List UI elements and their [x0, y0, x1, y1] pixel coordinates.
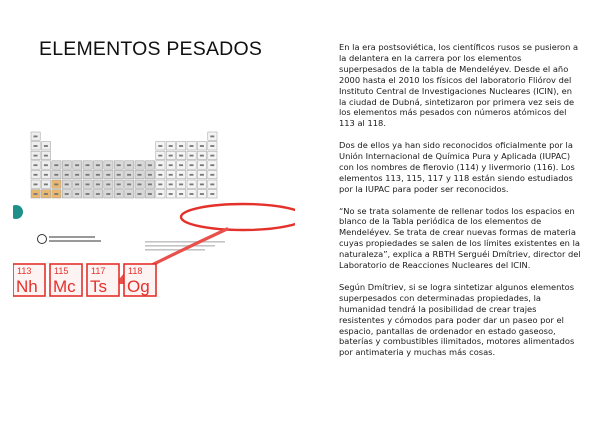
cell-symbol-mark: [190, 145, 194, 147]
element-symbol-og: Og: [127, 277, 150, 296]
cell-symbol-mark: [179, 164, 183, 166]
cell-symbol-mark: [75, 164, 79, 166]
cell-symbol-mark: [106, 193, 110, 195]
cell-symbol-mark: [106, 174, 110, 176]
cell-symbol-mark: [138, 174, 142, 176]
cell-symbol-mark: [158, 184, 162, 186]
cell-symbol-mark: [210, 155, 214, 157]
paragraph-4: Según Dmítriev, si se logra sintetizar algunos elementos superpesados con determinadas propiedades, la humanidad tendrá la posibilidad de crear trajes resistentes y cómodos para poder dar un paseo por el espacio, pantallas de ordenador en estado gaseoso, baterías y combustibles ilimitados, motores alimentados por antimateria y muchas más cosas.: [339, 281, 575, 358]
cell-symbol-mark: [34, 136, 38, 138]
element-number-nh: 113: [17, 266, 32, 276]
cell-symbol-mark: [44, 145, 48, 147]
cell-symbol-mark: [158, 164, 162, 166]
cell-symbol-mark: [96, 164, 100, 166]
cell-symbol-mark: [148, 193, 152, 195]
article-body: [339, 42, 581, 369]
cell-symbol-mark: [200, 193, 204, 195]
cell-symbol-mark: [34, 193, 38, 195]
cell-symbol-mark: [158, 174, 162, 176]
cell-symbol-mark: [54, 184, 58, 186]
cell-symbol-mark: [44, 193, 48, 195]
cell-symbol-mark: [75, 184, 79, 186]
cell-symbol-mark: [158, 145, 162, 147]
cell-symbol-mark: [138, 184, 142, 186]
cell-symbol-mark: [190, 164, 194, 166]
cell-symbol-mark: [86, 193, 90, 195]
cell-symbol-mark: [96, 184, 100, 186]
cell-symbol-mark: [127, 193, 131, 195]
cell-symbol-mark: [138, 193, 142, 195]
cell-symbol-mark: [179, 174, 183, 176]
teal-side-marker: [13, 205, 23, 219]
cell-symbol-mark: [200, 164, 204, 166]
element-number-og: 118: [128, 266, 143, 276]
cell-symbol-mark: [44, 164, 48, 166]
cell-symbol-mark: [169, 174, 173, 176]
cell-symbol-mark: [200, 184, 204, 186]
element-number-ts: 117: [91, 266, 106, 276]
cell-symbol-mark: [200, 155, 204, 157]
cell-symbol-mark: [210, 136, 214, 138]
cell-symbol-mark: [169, 155, 173, 157]
cell-symbol-mark: [158, 155, 162, 157]
cell-symbol-mark: [179, 193, 183, 195]
cell-symbol-mark: [158, 193, 162, 195]
periodic-table-figure: [13, 124, 295, 304]
cell-symbol-mark: [190, 184, 194, 186]
periodic-table-grid: [31, 132, 217, 198]
cell-symbol-mark: [210, 184, 214, 186]
cell-symbol-mark: [65, 164, 69, 166]
cell-symbol-mark: [179, 145, 183, 147]
cell-symbol-mark: [190, 155, 194, 157]
cell-symbol-mark: [210, 174, 214, 176]
cell-symbol-mark: [34, 145, 38, 147]
cell-symbol-mark: [34, 155, 38, 157]
cell-symbol-mark: [169, 193, 173, 195]
cell-symbol-mark: [54, 164, 58, 166]
cell-symbol-mark: [86, 174, 90, 176]
cell-symbol-mark: [96, 174, 100, 176]
cell-symbol-mark: [34, 184, 38, 186]
cell-symbol-mark: [44, 184, 48, 186]
paragraph-1: En la era postsoviética, los científicos rusos se pusieron a la delantera en la carrera por los elementos superpesados de la tabla de Mendeléyev. Desde el año 2000 hasta el 2010 los físicos del laboratorio Fliórov del Instituto Central de Investigaciones Nucleares (ICIN), en la ciudad de Dubná, sintetizaron por primera vez seis de los elementos más pesados con números atómicos del 113 al 118.: [339, 42, 579, 129]
cell-symbol-mark: [190, 174, 194, 176]
cell-symbol-mark: [86, 184, 90, 186]
periodic-table-illustration: [13, 124, 295, 304]
cell-symbol-mark: [127, 164, 131, 166]
cell-symbol-mark: [169, 164, 173, 166]
iupac-logo: [38, 235, 102, 244]
element-symbol-mc: Mc: [53, 277, 76, 296]
cell-symbol-mark: [179, 184, 183, 186]
cell-symbol-mark: [117, 184, 121, 186]
cell-symbol-mark: [117, 164, 121, 166]
cell-symbol-mark: [117, 193, 121, 195]
paragraph-2: Dos de ellos ya han sido reconocidos oficialmente por la Unión Internacional de Química Pura y Aplicada (IUPAC) con los nombres de flerovio (114) y livermorio (116). Los elementos 113, 115, 117 y 118 están siendo estudiados por la IUPAC para poder ser reconocidos.: [339, 140, 575, 194]
cell-symbol-mark: [65, 184, 69, 186]
cell-symbol-mark: [106, 184, 110, 186]
cell-symbol-mark: [210, 145, 214, 147]
cell-symbol-mark: [75, 193, 79, 195]
element-number-mc: 115: [54, 266, 69, 276]
cell-symbol-mark: [86, 164, 90, 166]
element-symbol-ts: Ts: [90, 277, 107, 296]
cell-symbol-mark: [148, 164, 152, 166]
element-symbol-nh: Nh: [16, 277, 38, 296]
cell-symbol-mark: [127, 174, 131, 176]
cell-symbol-mark: [210, 193, 214, 195]
new-element-tiles: [13, 264, 156, 296]
cell-symbol-mark: [200, 174, 204, 176]
cell-symbol-mark: [169, 145, 173, 147]
paragraph-3: “No se trata solamente de rellenar todos los espacios en blanco de la Tabla periódica de los elementos de Mendeléyev. Se trata de crear nuevas formas de materia cuyas propiedades se salen de los límites existentes en la naturaleza”, explica a RBTH Serguéi Dmítriev, director del Laboratorio de Reacciones Nucleares del ICIN.: [339, 205, 581, 271]
cell-symbol-mark: [138, 164, 142, 166]
cell-symbol-mark: [44, 155, 48, 157]
cell-symbol-mark: [54, 174, 58, 176]
cell-symbol-mark: [210, 164, 214, 166]
cell-symbol-mark: [106, 164, 110, 166]
cell-symbol-mark: [148, 184, 152, 186]
highlight-ellipse: [181, 204, 295, 230]
cell-symbol-mark: [54, 193, 58, 195]
cell-symbol-mark: [169, 184, 173, 186]
cell-symbol-mark: [190, 193, 194, 195]
cell-symbol-mark: [65, 193, 69, 195]
cell-symbol-mark: [179, 155, 183, 157]
cell-symbol-mark: [117, 174, 121, 176]
cell-symbol-mark: [44, 174, 48, 176]
page-title: ELEMENTOS PESADOS: [39, 38, 263, 60]
cell-symbol-mark: [34, 174, 38, 176]
cell-symbol-mark: [148, 174, 152, 176]
cell-symbol-mark: [34, 164, 38, 166]
cell-symbol-mark: [200, 145, 204, 147]
cell-symbol-mark: [127, 184, 131, 186]
cell-symbol-mark: [75, 174, 79, 176]
cell-symbol-mark: [65, 174, 69, 176]
cell-symbol-mark: [96, 193, 100, 195]
